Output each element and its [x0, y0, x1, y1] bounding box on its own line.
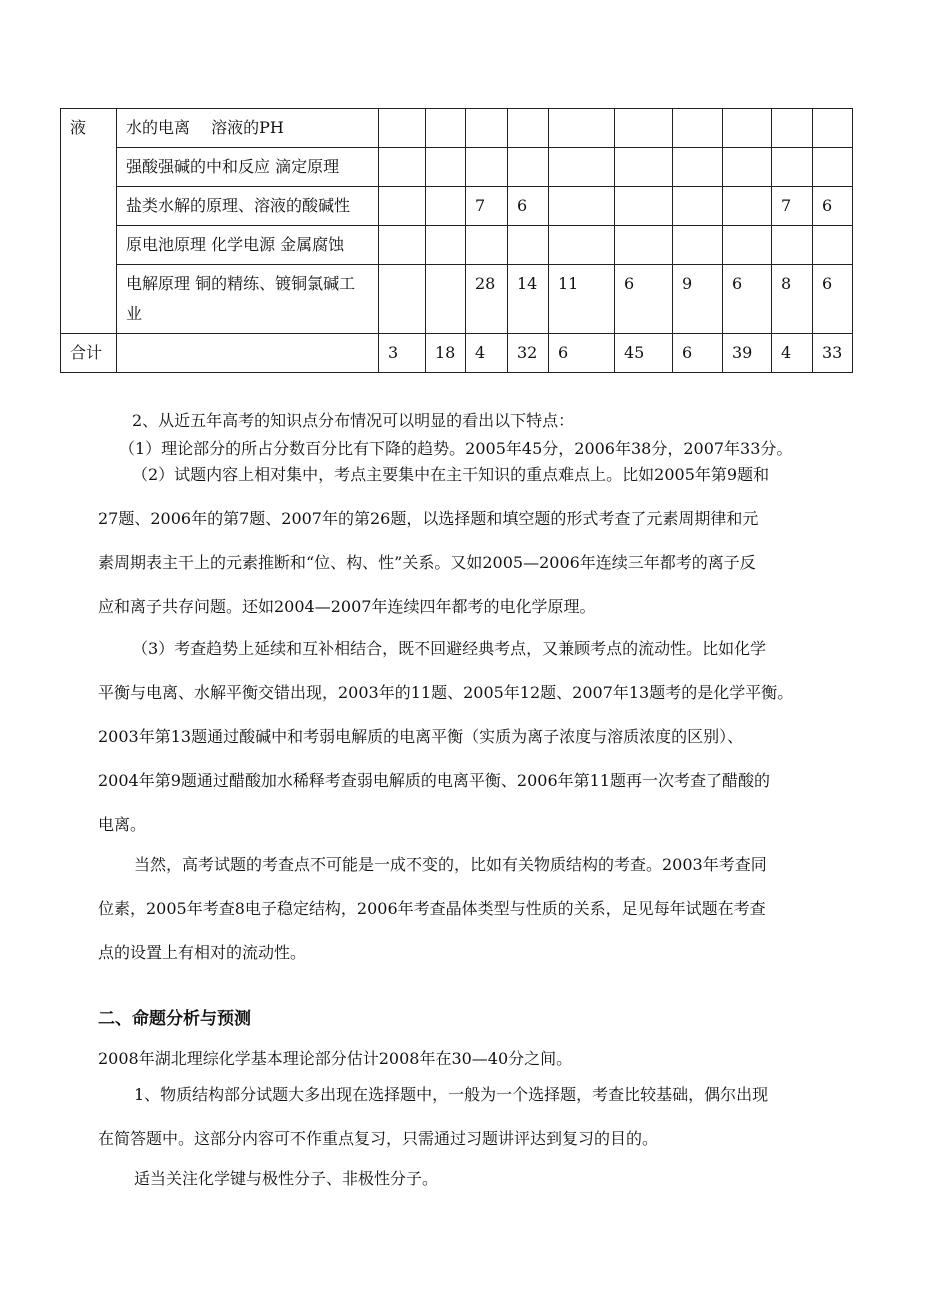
- value-cell: 6: [723, 265, 772, 334]
- value-cell: 6: [813, 187, 853, 226]
- value-cell: [813, 226, 853, 265]
- value-cell: [426, 265, 466, 334]
- total-cell: 32: [508, 334, 549, 373]
- value-cell: [466, 226, 508, 265]
- topic-cell: 电解原理 铜的精练、镀铜氯碱工业: [117, 265, 379, 334]
- knowledge-score-table: [60, 108, 853, 373]
- value-cell: [772, 226, 813, 265]
- total-cell: 45: [615, 334, 673, 373]
- paragraph: 2003年第13题通过酸碱中和考弱电解质的电离平衡（实质为离子浓度与溶质浓度的区别）、: [98, 727, 744, 746]
- table-row: [61, 265, 853, 334]
- total-row: [61, 334, 853, 373]
- value-cell: [549, 226, 615, 265]
- section-heading: 二、命题分析与预测: [98, 1009, 251, 1029]
- total-cell: 4: [772, 334, 813, 373]
- value-cell: [549, 148, 615, 187]
- value-cell: 9: [673, 265, 723, 334]
- paragraph: 2004年第9题通过醋酸加水稀释考查弱电解质的电离平衡、2006年第11题再一次考查了醋酸的: [98, 771, 770, 790]
- paragraph: 素周期表主干上的元素推断和“位、构、性”关系。又如2005—2006年连续三年都考的离子反: [98, 553, 756, 572]
- topic-cell: 水的电离 溶液的PH: [117, 109, 379, 148]
- value-cell: [426, 187, 466, 226]
- total-cell: 6: [673, 334, 723, 373]
- value-cell: [549, 187, 615, 226]
- total-cell: 33: [813, 334, 853, 373]
- table-row: [61, 148, 853, 187]
- value-cell: [673, 148, 723, 187]
- total-cell: 39: [723, 334, 772, 373]
- topic-cell: 盐类水解的原理、溶液的酸碱性: [117, 187, 379, 226]
- value-cell: [723, 109, 772, 148]
- value-cell: 6: [615, 265, 673, 334]
- value-cell: 7: [466, 187, 508, 226]
- value-cell: [379, 226, 426, 265]
- topic-cell: 原电池原理 化学电源 金属腐蚀: [117, 226, 379, 265]
- value-cell: [508, 109, 549, 148]
- paragraph: （2）试题内容上相对集中，考点主要集中在主干知识的重点难点上。比如2005年第9题和: [132, 465, 770, 484]
- value-cell: [426, 148, 466, 187]
- value-cell: 6: [508, 187, 549, 226]
- table-row: [61, 109, 853, 148]
- value-cell: [426, 109, 466, 148]
- value-cell: [508, 226, 549, 265]
- value-cell: 28: [466, 265, 508, 334]
- total-cell: 18: [426, 334, 466, 373]
- value-cell: 11: [549, 265, 615, 334]
- paragraph: （1）理论部分的所占分数百分比有下降的趋势。2005年45分，2006年38分，2007年33分。: [119, 439, 793, 458]
- paragraph: 平衡与电离、水解平衡交错出现，2003年的11题、2005年12题、2007年13题考的是化学平衡。: [98, 683, 794, 702]
- value-cell: 6: [813, 265, 853, 334]
- total-cell: 3: [379, 334, 426, 373]
- table-row: [61, 226, 853, 265]
- table-row: [61, 187, 853, 226]
- paragraph: 适当关注化学键与极性分子、非极性分子。: [134, 1169, 439, 1188]
- value-cell: [379, 148, 426, 187]
- value-cell: [673, 187, 723, 226]
- value-cell: [673, 226, 723, 265]
- value-cell: 14: [508, 265, 549, 334]
- value-cell: [508, 148, 549, 187]
- value-cell: [723, 187, 772, 226]
- paragraph: 应和离子共存问题。还如2004—2007年连续四年都考的电化学原理。: [98, 597, 596, 616]
- paragraph: 在简答题中。这部分内容可不作重点复习，只需通过习题讲评达到复习的目的。: [98, 1129, 659, 1148]
- value-cell: [813, 109, 853, 148]
- value-cell: [615, 148, 673, 187]
- value-cell: [615, 226, 673, 265]
- paragraph: 当然，高考试题的考查点不可能是一成不变的，比如有关物质结构的考查。2003年考查同: [134, 855, 767, 874]
- value-cell: [466, 109, 508, 148]
- value-cell: [379, 109, 426, 148]
- paragraph: 27题、2006年的第7题、2007年的第26题，以选择题和填空题的形式考查了元素周期律和元: [98, 509, 759, 528]
- paragraph: 2008年湖北理综化学基本理论部分估计2008年在30—40分之间。: [98, 1049, 573, 1068]
- value-cell: [772, 109, 813, 148]
- paragraph: 电离。: [98, 815, 147, 834]
- total-cell: 4: [466, 334, 508, 373]
- value-cell: [426, 226, 466, 265]
- paragraph: （3）考查趋势上延续和互补相结合，既不回避经典考点，又兼顾考点的流动性。比如化学: [132, 639, 767, 658]
- value-cell: [723, 148, 772, 187]
- value-cell: [723, 226, 772, 265]
- value-cell: [549, 109, 615, 148]
- paragraph: 位素，2005年考查8电子稳定结构，2006年考查晶体类型与性质的关系，足见每年试题在考查: [98, 899, 766, 918]
- value-cell: [615, 187, 673, 226]
- value-cell: [673, 109, 723, 148]
- value-cell: [466, 148, 508, 187]
- value-cell: [772, 148, 813, 187]
- total-topic-cell: [117, 334, 379, 373]
- topic-cell: 强酸强碱的中和反应 滴定原理: [117, 148, 379, 187]
- total-cell: 6: [549, 334, 615, 373]
- value-cell: [813, 148, 853, 187]
- paragraph: 点的设置上有相对的流动性。: [98, 943, 307, 962]
- total-label: 合计: [61, 334, 117, 373]
- value-cell: [379, 265, 426, 334]
- value-cell: 8: [772, 265, 813, 334]
- category-cell: 液: [61, 109, 117, 334]
- paragraph: 2、从近五年高考的知识点分布情况可以明显的看出以下特点：: [132, 411, 575, 430]
- paragraph: 1、物质结构部分试题大多出现在选择题中，一般为一个选择题，考查比较基础，偶尔出现: [134, 1085, 769, 1104]
- value-cell: [379, 187, 426, 226]
- value-cell: [615, 109, 673, 148]
- value-cell: 7: [772, 187, 813, 226]
